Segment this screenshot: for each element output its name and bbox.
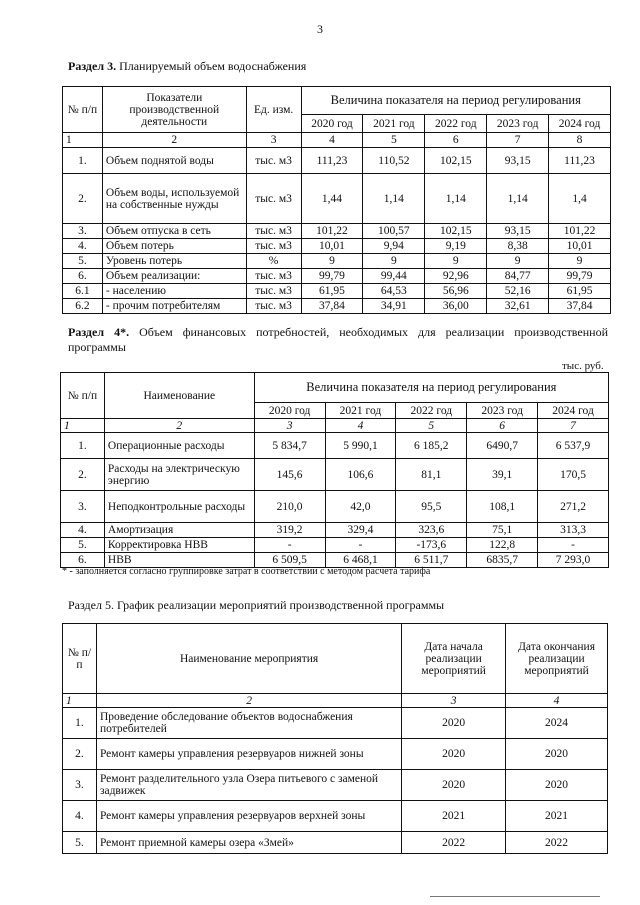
cell-value: 9 bbox=[301, 254, 363, 269]
table-row bbox=[63, 708, 608, 739]
signature-line bbox=[430, 896, 600, 897]
cell-value: 100,57 bbox=[363, 224, 425, 239]
cell-value: 1,14 bbox=[487, 174, 549, 224]
year-header: 2022 год bbox=[425, 115, 487, 133]
cell-value: 313,3 bbox=[538, 523, 609, 538]
section-4-label: Раздел 4*. bbox=[68, 325, 130, 339]
cell-start: 2020 bbox=[402, 770, 506, 801]
row-num: 4. bbox=[61, 523, 105, 538]
cell-value: - bbox=[254, 538, 325, 553]
table-row bbox=[63, 148, 611, 174]
financial-needs-table bbox=[60, 372, 609, 568]
col-header-event-name: Наименование мероприятия bbox=[96, 624, 401, 694]
cell-end: 2020 bbox=[506, 739, 608, 770]
cell-value: 1,14 bbox=[363, 174, 425, 224]
cell-value: 99,79 bbox=[301, 269, 363, 284]
year-header: 2021 год bbox=[363, 115, 425, 133]
row-num: 6.1 bbox=[63, 284, 103, 299]
cell-value: 122,8 bbox=[467, 538, 538, 553]
cell-value: 81,1 bbox=[396, 459, 467, 491]
cell-value: 101,22 bbox=[301, 224, 363, 239]
col-header-indicator: Показатели производственной деятельности bbox=[102, 87, 246, 133]
row-name: Неподконтрольные расходы bbox=[104, 491, 254, 523]
cell-value: - bbox=[325, 538, 396, 553]
cell-value: 106,6 bbox=[325, 459, 396, 491]
cell-start: 2021 bbox=[402, 801, 506, 832]
row-unit: тыс. м3 bbox=[246, 299, 301, 314]
row-name: Операционные расходы bbox=[104, 433, 254, 459]
cell-value: 93,15 bbox=[487, 224, 549, 239]
row-num: 5. bbox=[61, 538, 105, 553]
col-header-period: Величина показателя на период регулирования bbox=[301, 87, 610, 115]
row-name: Расходы на электрическую энергию bbox=[104, 459, 254, 491]
row-num: 2. bbox=[63, 739, 97, 770]
row-num: 3. bbox=[61, 491, 105, 523]
col-header-unit: Ед. изм. bbox=[246, 87, 301, 133]
cell-value: 102,15 bbox=[425, 148, 487, 174]
section-3-title bbox=[68, 59, 306, 74]
cell-value: 145,6 bbox=[254, 459, 325, 491]
cell-value: - bbox=[538, 538, 609, 553]
row-name: Ремонт разделительного узла Озера питьевого с заменой задвижек bbox=[96, 770, 401, 801]
table-row bbox=[63, 224, 611, 239]
cell-end: 2022 bbox=[506, 832, 608, 854]
cell-value: 84,77 bbox=[487, 269, 549, 284]
row-name: - прочим потребителям bbox=[102, 299, 246, 314]
row-name: Объем отпуска в сеть bbox=[102, 224, 246, 239]
cell-value: 42,0 bbox=[325, 491, 396, 523]
cell-value: 6 511,7 bbox=[396, 553, 467, 568]
cell-value: 92,96 bbox=[425, 269, 487, 284]
year-header: 2021 год bbox=[325, 403, 396, 419]
col-header-period: Величина показателя на период регулирования bbox=[254, 373, 608, 403]
table-row bbox=[63, 269, 611, 284]
row-unit: % bbox=[246, 254, 301, 269]
col-number: 3 bbox=[254, 419, 325, 433]
col-number: 3 bbox=[402, 694, 506, 708]
table-row bbox=[63, 739, 608, 770]
cell-value: 6490,7 bbox=[467, 433, 538, 459]
events-schedule-table bbox=[62, 623, 608, 854]
row-num: 1. bbox=[61, 433, 105, 459]
cell-end: 2020 bbox=[506, 770, 608, 801]
cell-value: 111,23 bbox=[301, 148, 363, 174]
row-num: 3. bbox=[63, 224, 103, 239]
row-num: 6.2 bbox=[63, 299, 103, 314]
page-number: 3 bbox=[317, 22, 323, 36]
year-header: 2022 год bbox=[396, 403, 467, 419]
section-4-heading: Объем финансовых потребностей, необходимых для реализации производственной программы bbox=[68, 325, 608, 354]
row-num: 5. bbox=[63, 254, 103, 269]
col-header-name: Наименование bbox=[104, 373, 254, 419]
cell-value: -173,6 bbox=[396, 538, 467, 553]
col-header-num: № п/п bbox=[61, 373, 105, 419]
cell-value: 6 537,9 bbox=[538, 433, 609, 459]
cell-value: 9 bbox=[487, 254, 549, 269]
row-num: 6. bbox=[61, 553, 105, 568]
cell-value: 108,1 bbox=[467, 491, 538, 523]
section-3-heading: Планируемый объем водоснабжения bbox=[119, 59, 307, 73]
cell-value: 34,91 bbox=[363, 299, 425, 314]
row-name: - населению bbox=[102, 284, 246, 299]
cell-value: 6 509,5 bbox=[254, 553, 325, 568]
table-row bbox=[63, 174, 611, 224]
cell-value: 37,84 bbox=[301, 299, 363, 314]
row-name: Ремонт камеры управления резервуаров верхней зоны bbox=[96, 801, 401, 832]
table-row bbox=[61, 523, 609, 538]
cell-end: 2021 bbox=[506, 801, 608, 832]
col-number: 4 bbox=[506, 694, 608, 708]
cell-value: 61,95 bbox=[301, 284, 363, 299]
row-name: Корректировка НВВ bbox=[104, 538, 254, 553]
row-name: НВВ bbox=[104, 553, 254, 568]
col-number: 8 bbox=[549, 133, 611, 148]
col-number: 1 bbox=[63, 133, 103, 148]
cell-value: 170,5 bbox=[538, 459, 609, 491]
cell-value: 271,2 bbox=[538, 491, 609, 523]
cell-value: 1,14 bbox=[425, 174, 487, 224]
col-number: 5 bbox=[396, 419, 467, 433]
cell-value: 7 293,0 bbox=[538, 553, 609, 568]
row-num: 1. bbox=[63, 708, 97, 739]
cell-value: 36,00 bbox=[425, 299, 487, 314]
cell-value: 9,94 bbox=[363, 239, 425, 254]
col-number: 4 bbox=[301, 133, 363, 148]
cell-end: 2024 bbox=[506, 708, 608, 739]
col-number: 6 bbox=[425, 133, 487, 148]
row-unit: тыс. м3 bbox=[246, 174, 301, 224]
row-num: 2. bbox=[63, 174, 103, 224]
table-row bbox=[63, 284, 611, 299]
cell-value: 111,23 bbox=[549, 148, 611, 174]
table-row bbox=[63, 770, 608, 801]
col-number: 7 bbox=[487, 133, 549, 148]
row-name: Объем потерь bbox=[102, 239, 246, 254]
table-row bbox=[61, 491, 609, 523]
row-num: 6. bbox=[63, 269, 103, 284]
units-label: тыс. руб. bbox=[562, 360, 604, 372]
row-name: Уровень потерь bbox=[102, 254, 246, 269]
row-name: Ремонт камеры управления резервуаров нижней зоны bbox=[96, 739, 401, 770]
cell-value: 56,96 bbox=[425, 284, 487, 299]
row-num: 4. bbox=[63, 801, 97, 832]
col-header-end-date: Дата окончания реализации мероприятий bbox=[506, 624, 608, 694]
col-number: 1 bbox=[63, 694, 97, 708]
section-5-title: Раздел 5. График реализации мероприятий производственной программы bbox=[68, 598, 445, 612]
row-unit: тыс. м3 bbox=[246, 269, 301, 284]
col-number: 5 bbox=[363, 133, 425, 148]
cell-value: 37,84 bbox=[549, 299, 611, 314]
year-header: 2024 год bbox=[549, 115, 611, 133]
row-num: 5. bbox=[63, 832, 97, 854]
table-row bbox=[63, 832, 608, 854]
row-name: Объем реализации: bbox=[102, 269, 246, 284]
cell-value: 52,16 bbox=[487, 284, 549, 299]
cell-value: 6 185,2 bbox=[396, 433, 467, 459]
cell-value: 101,22 bbox=[549, 224, 611, 239]
cell-value: 10,01 bbox=[301, 239, 363, 254]
row-unit: тыс. м3 bbox=[246, 224, 301, 239]
cell-value: 6 468,1 bbox=[325, 553, 396, 568]
col-number: 2 bbox=[104, 419, 254, 433]
col-number: 3 bbox=[246, 133, 301, 148]
cell-value: 75,1 bbox=[467, 523, 538, 538]
row-name: Объем воды, используемой на собственные нужды bbox=[102, 174, 246, 224]
row-unit: тыс. м3 bbox=[246, 239, 301, 254]
year-header: 2023 год bbox=[487, 115, 549, 133]
cell-value: 102,15 bbox=[425, 224, 487, 239]
cell-start: 2020 bbox=[402, 739, 506, 770]
col-header-num: № п/п bbox=[63, 87, 103, 133]
table-row bbox=[61, 433, 609, 459]
table-row bbox=[63, 254, 611, 269]
cell-value: 61,95 bbox=[549, 284, 611, 299]
year-header: 2024 год bbox=[538, 403, 609, 419]
row-name: Амортизация bbox=[104, 523, 254, 538]
row-name: Проведение обследование объектов водоснабжения потребителей bbox=[96, 708, 401, 739]
cell-start: 2020 bbox=[402, 708, 506, 739]
cell-value: 8,38 bbox=[487, 239, 549, 254]
cell-value: 6835,7 bbox=[467, 553, 538, 568]
col-number: 2 bbox=[96, 694, 401, 708]
footnote: * - заполняется согласно группировке затрат в соответствии с методом расчета тарифа bbox=[62, 566, 431, 577]
row-num: 3. bbox=[63, 770, 97, 801]
col-header-num: № п/п bbox=[63, 624, 97, 694]
cell-value: 39,1 bbox=[467, 459, 538, 491]
cell-value: 319,2 bbox=[254, 523, 325, 538]
cell-value: 5 834,7 bbox=[254, 433, 325, 459]
col-number: 2 bbox=[102, 133, 246, 148]
cell-value: 9 bbox=[425, 254, 487, 269]
row-unit: тыс. м3 bbox=[246, 148, 301, 174]
col-number: 1 bbox=[61, 419, 105, 433]
cell-value: 329,4 bbox=[325, 523, 396, 538]
col-number: 4 bbox=[325, 419, 396, 433]
cell-start: 2022 bbox=[402, 832, 506, 854]
row-num: 4. bbox=[63, 239, 103, 254]
table-row bbox=[61, 538, 609, 553]
cell-value: 10,01 bbox=[549, 239, 611, 254]
cell-value: 64,53 bbox=[363, 284, 425, 299]
cell-value: 95,5 bbox=[396, 491, 467, 523]
cell-value: 9 bbox=[363, 254, 425, 269]
cell-value: 99,79 bbox=[549, 269, 611, 284]
cell-value: 210,0 bbox=[254, 491, 325, 523]
cell-value: 323,6 bbox=[396, 523, 467, 538]
col-header-start-date: Дата начала реализации мероприятий bbox=[402, 624, 506, 694]
cell-value: 9 bbox=[549, 254, 611, 269]
col-number: 7 bbox=[538, 419, 609, 433]
row-unit: тыс. м3 bbox=[246, 284, 301, 299]
cell-value: 110,52 bbox=[363, 148, 425, 174]
cell-value: 9,19 bbox=[425, 239, 487, 254]
year-header: 2023 год bbox=[467, 403, 538, 419]
cell-value: 32,61 bbox=[487, 299, 549, 314]
table-row bbox=[61, 459, 609, 491]
row-num: 2. bbox=[61, 459, 105, 491]
row-name: Ремонт приемной камеры озера «Змей» bbox=[96, 832, 401, 854]
section-4-title bbox=[68, 325, 608, 355]
cell-value: 5 990,1 bbox=[325, 433, 396, 459]
table-row bbox=[63, 801, 608, 832]
section-3-label: Раздел 3. bbox=[68, 59, 117, 73]
cell-value: 1,4 bbox=[549, 174, 611, 224]
col-number: 6 bbox=[467, 419, 538, 433]
year-header: 2020 год bbox=[301, 115, 363, 133]
row-name: Объем поднятой воды bbox=[102, 148, 246, 174]
water-supply-table bbox=[62, 86, 611, 314]
cell-value: 93,15 bbox=[487, 148, 549, 174]
year-header: 2020 год bbox=[254, 403, 325, 419]
cell-value: 99,44 bbox=[363, 269, 425, 284]
table-row bbox=[63, 299, 611, 314]
cell-value: 1,44 bbox=[301, 174, 363, 224]
table-row bbox=[63, 239, 611, 254]
row-num: 1. bbox=[63, 148, 103, 174]
